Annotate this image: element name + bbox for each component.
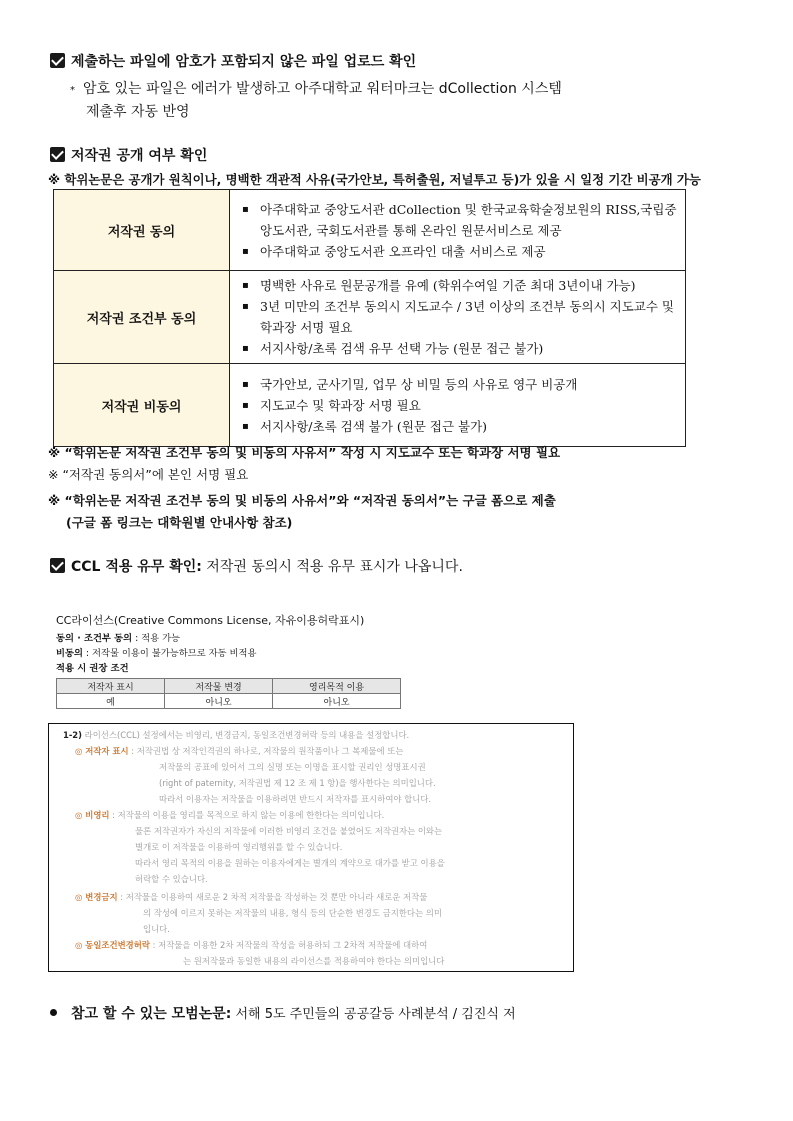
list-item: ▪ 국가안보, 군사기밀, 업무 상 비밀 등의 사유로 영구 비공개	[238, 374, 677, 395]
section2-heading: 저작권 공개 여부 확인	[50, 145, 207, 165]
ccl-line-2: 비동의 : 저작물 이용이 불가능하므로 자동 비적용	[56, 648, 257, 659]
box-line: ◎ 저작자 표시 : 저작권법 상 저작인격권의 하나로, 저작물의 원작품이나 그 복제물에 또는	[75, 746, 404, 756]
table-cell: 예	[57, 694, 165, 709]
asterisk-icon: *	[70, 85, 75, 96]
list-item: ▪ 서지사항/초록 검색 유무 선택 가능 (원문 접근 불가)	[238, 338, 677, 359]
box-line: 따라서 이용자는 저작물을 이용하려면 반드시 저작자를 표시하여야 합니다.	[159, 794, 432, 804]
ccl-conditions-table	[56, 678, 401, 709]
note-3: ※ “학위논문 저작권 조건부 동의 및 비동의 사유서”와 “저작권 동의서”는 구글 폼으로 제출	[48, 493, 556, 508]
list-item: ▪ 아주대학교 중앙도서관 오프라인 대출 서비스로 제공	[238, 241, 677, 262]
list-item: ▪ 아주대학교 중앙도서관 dCollection 및 한국교육학술정보원의 RISS,국립중앙도서관, 국회도서관를 통해 온라인 원문서비스로 제공	[238, 199, 677, 241]
table-row	[54, 364, 686, 447]
list-item: ▪ 서지사항/초록 검색 불가 (원문 접근 불가)	[238, 416, 677, 437]
section1-heading: 제출하는 파일에 암호가 포함되지 않은 파일 업로드 확인	[50, 51, 416, 71]
column-header: 저작자 표시	[57, 679, 165, 694]
checkbox-icon	[50, 147, 65, 162]
ccl-line-1: 동의 · 조건부 동의 : 적용 가능	[56, 633, 181, 644]
table-header-row	[57, 679, 401, 694]
box-line: 는 원저작물과 동일한 내용의 라이선스를 적용하여야 한다는 의미입니다	[183, 956, 445, 966]
column-header: 영리목적 이용	[273, 679, 401, 694]
box-line: ◎ 동일조건변경허락 : 저작물을 이용한 2차 저작물의 작성을 허용하되 그 2차적 저작물에 대하여	[75, 940, 428, 950]
list-item: ▪ 명백한 사유로 원문공개를 유예 (학위수여일 기준 최대 3년이내 가능)	[238, 275, 677, 296]
ccl-explanation-box	[48, 723, 574, 972]
box-line: 저작물의 공표에 있어서 그의 실명 또는 이명을 표시할 권리인 성명표시권	[159, 762, 426, 772]
box-line: 1-2) 라이선스(CCL) 설정에서는 비영리, 변경금지, 동일조건변경허락 등의 내용을 설정합니다.	[63, 730, 410, 740]
table-row	[54, 190, 686, 271]
section1-note: * 암호 있는 파일은 에러가 발생하고 아주대학교 워터마크는 dCollection 시스템	[70, 81, 562, 97]
list-item: ▪ 3년 미만의 조건부 동의시 지도교수 / 3년 이상의 조건부 동의시 지도교수 및 학과장 서명 필요	[238, 296, 677, 338]
model-thesis-item: 참고 할 수 있는 모범논문: 서해 5도 주민들의 공공갈등 사례분석 / 김진식 저	[50, 1003, 516, 1023]
box-line: (right of paternity, 저작권법 제 12 조 제 1 항)을 행사한다는 의미입니다.	[159, 778, 436, 788]
note-2: ※ “저작권 동의서”에 본인 서명 필요	[48, 467, 249, 482]
copyright-table	[53, 189, 686, 447]
checkbox-icon	[50, 558, 65, 573]
note-4: (구글 폼 링크는 대학원별 안내사항 참조)	[66, 515, 293, 530]
section3-heading: CCL 적용 유무 확인: 저작권 동의시 적용 유무 표시가 나옵니다.	[50, 556, 463, 576]
box-line: 따라서 영리 목적의 이용을 원하는 이용자에게는 별개의 계약으로 대가를 받고 이용을	[135, 858, 445, 868]
section1-note-cont: 제출후 자동 반영	[86, 104, 190, 120]
checkbox-icon	[50, 53, 65, 68]
disclosure-notice: ※ 학위논문은 공개가 원칙이나, 명백한 객관적 사유(국가안보, 특허출원, 저널투고 등)가 있을 시 일정 기간 비공개 가능	[48, 172, 701, 187]
box-line: 의 작성에 이르지 못하는 저작물의 내용, 형식 등의 단순한 변경도 금지한다는 의미	[143, 908, 442, 918]
table-row	[57, 694, 401, 709]
table-cell: 아니오	[273, 694, 401, 709]
box-line: ◎ 비영리 : 저작물의 이용을 영리를 목적으로 하지 않는 이용에 한한다는 의미입니다.	[75, 810, 385, 820]
box-line: 허락할 수 있습니다.	[135, 874, 208, 884]
box-line: ◎ 변경금지 : 저작물을 이용하여 새로운 2 차적 저작물을 작성하는 것 뿐만 아니라 새로운 저작물	[75, 892, 428, 902]
box-line: 별개로 이 저작물을 이용하여 영리행위를 할 수 있습니다.	[135, 842, 343, 852]
row-label: 저작권 동의	[54, 190, 230, 271]
list-item: ▪ 지도교수 및 학과장 서명 필요	[238, 395, 677, 416]
table-row	[54, 271, 686, 364]
row-label: 저작권 조건부 동의	[54, 271, 230, 364]
ccl-line-3: 적용 시 권장 조건	[56, 663, 129, 674]
row-label: 저작권 비동의	[54, 364, 230, 447]
column-header: 저작물 변경	[165, 679, 273, 694]
box-line: 입니다.	[143, 924, 170, 934]
ccl-title: CC라이선스(Creative Commons License, 자유이용허락표시)	[56, 614, 365, 627]
box-line: 물론 저작권자가 자신의 저작물에 이러한 비영리 조건을 붙였어도 저작권자는 이와는	[135, 826, 443, 836]
note-1: ※ “학위논문 저작권 조건부 동의 및 비동의 사유서” 작성 시 지도교수 또는 학과장 서명 필요	[48, 445, 561, 460]
table-cell: 아니오	[165, 694, 273, 709]
bullet-icon	[50, 1009, 57, 1016]
